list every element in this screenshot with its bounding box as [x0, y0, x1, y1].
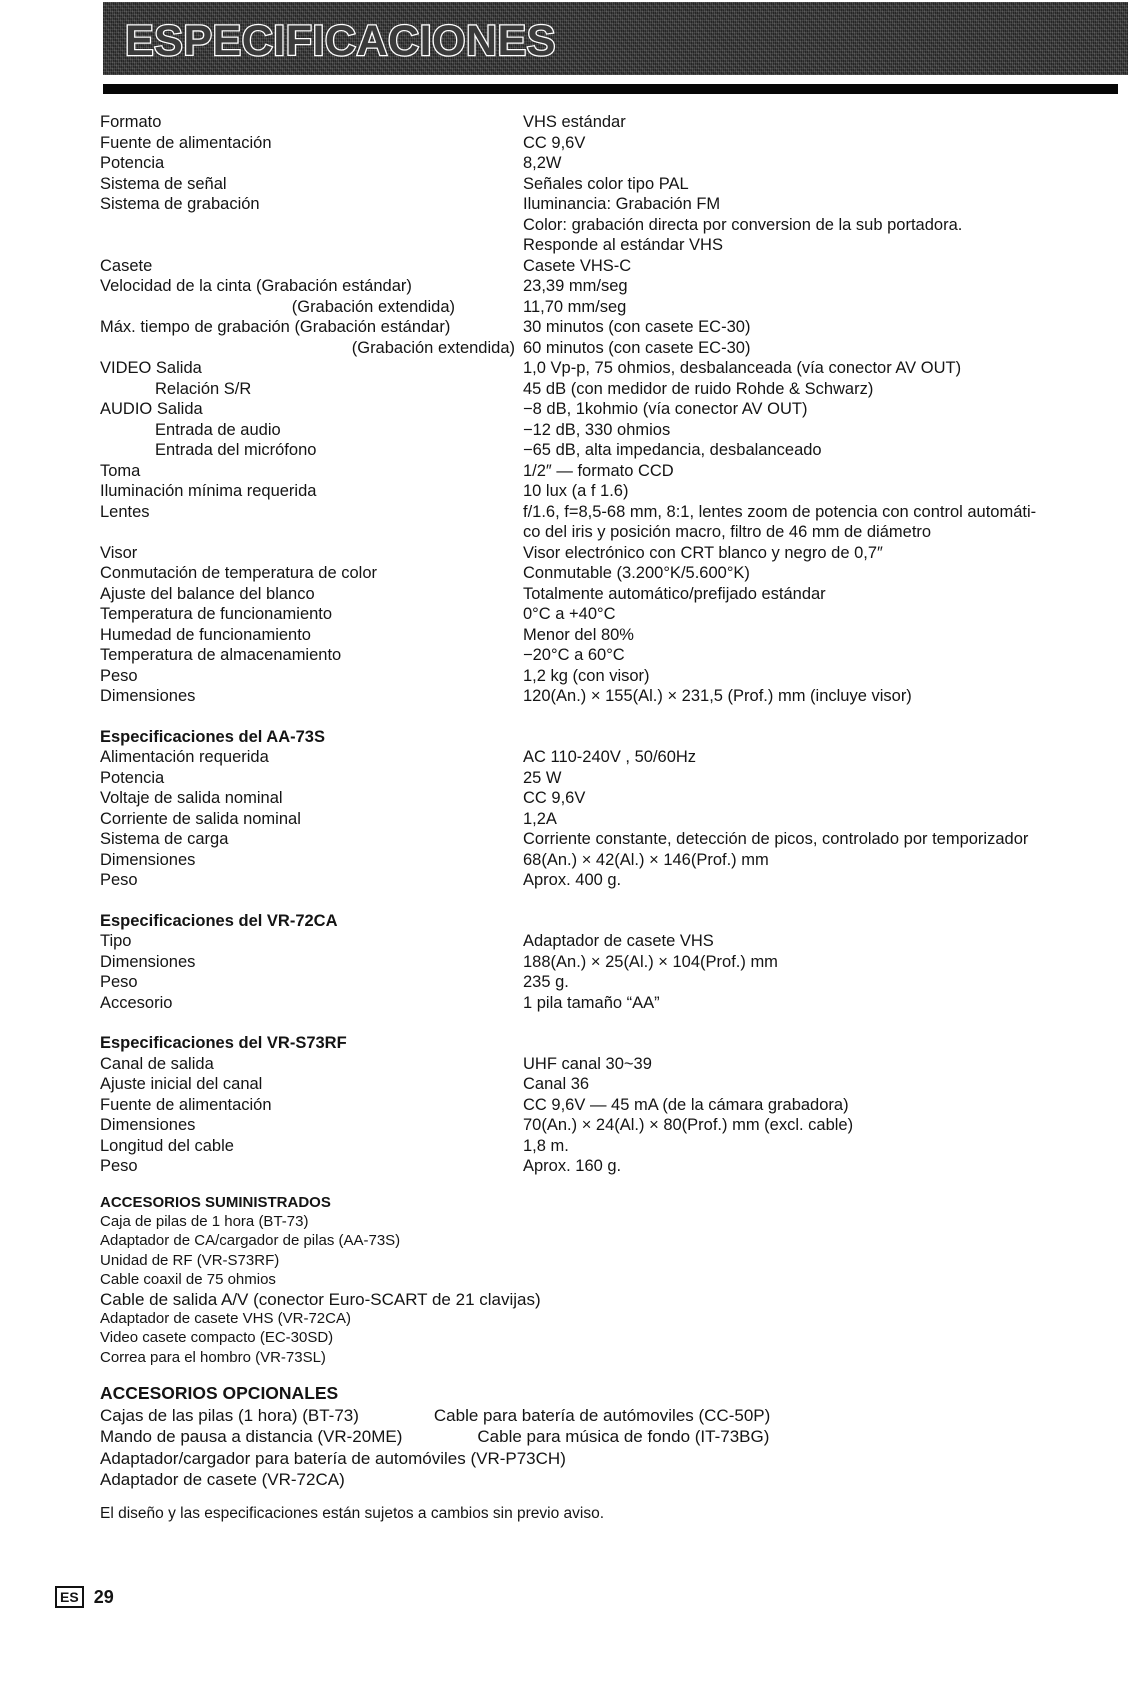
spec-value-line: 68(An.) × 42(Al.) × 146(Prof.) mm	[523, 850, 769, 869]
spec-row	[100, 133, 1110, 154]
spec-value-line: f/1.6, f=8,5-68 mm, 8:1, lentes zoom de potencia con control automáti-	[523, 502, 1037, 521]
spec-value	[523, 1136, 1110, 1157]
spec-row	[100, 1156, 1110, 1177]
spec-row	[100, 584, 1110, 605]
spec-value	[523, 931, 1110, 952]
spec-value-line: −65 dB, alta impedancia, desbalanceado	[523, 441, 822, 459]
spec-value	[523, 133, 1110, 154]
spec-label: Canal de salida	[100, 1054, 214, 1073]
section-title: Especificaciones del VR-S73RF	[100, 1034, 347, 1052]
spec-value-line: Adaptador de casete VHS	[523, 932, 714, 950]
spec-value-line: CC 9,6V	[523, 789, 586, 807]
spec-value-line: Aprox. 160 g.	[523, 1157, 622, 1175]
spec-row	[100, 666, 1110, 687]
spec-row	[100, 440, 1110, 461]
spec-label: Voltaje de salida nominal	[100, 789, 283, 807]
spec-value	[523, 1074, 1110, 1095]
footnote: El diseño y las especificaciones están sujetos a cambios sin previo aviso.	[100, 1504, 605, 1522]
spec-row	[100, 543, 1110, 564]
spec-row	[100, 194, 1110, 256]
spec-row	[100, 1115, 1110, 1136]
spec-row	[100, 625, 1110, 646]
spec-value-line: Responde al estándar VHS	[523, 236, 723, 254]
spec-value-line: 10 lux (a f 1.6)	[523, 482, 629, 500]
spec-value	[523, 829, 1110, 850]
spec-value	[523, 850, 1110, 871]
spec-row	[100, 256, 1110, 277]
title-banner	[103, 2, 1128, 75]
spec-value	[523, 379, 1110, 400]
spec-row	[100, 563, 1110, 584]
spec-value-line: AC 110-240V , 50/60Hz	[523, 748, 697, 766]
spec-value-line: 188(An.) × 25(Al.) × 104(Prof.) mm	[523, 952, 778, 971]
spec-section	[100, 112, 1110, 707]
spec-label: Dimensiones	[100, 1116, 196, 1134]
spec-value-line: UHF canal 30~39	[523, 1054, 652, 1073]
spec-value-line: Conmutable (3.200°K/5.600°K)	[523, 564, 750, 582]
spec-label: (Grabación extendida)	[291, 297, 455, 316]
spec-label: Formato	[100, 113, 162, 131]
spec-label: Peso	[100, 973, 138, 991]
spec-value-line: 45 dB (con medidor de ruido Rohde & Schwarz)	[523, 379, 874, 398]
spec-row	[100, 747, 1110, 768]
spec-label: Humedad de funcionamiento	[100, 625, 311, 644]
optional-accessories-section	[100, 1383, 1110, 1491]
spec-value-line: 1,2 kg (con visor)	[523, 666, 650, 685]
spec-section	[100, 1033, 1110, 1177]
spec-value-line: 1,0 Vp-p, 75 ohmios, desbalanceada (vía conector AV OUT)	[523, 359, 962, 377]
spec-value	[523, 788, 1110, 809]
spec-label: Casete	[100, 256, 153, 275]
spec-value-line: −8 dB, 1kohmio (vía conector AV OUT)	[523, 400, 808, 418]
accessory-item: Adaptador de casete VHS (VR-72CA)	[100, 1309, 351, 1327]
spec-row	[100, 174, 1110, 195]
spec-value	[523, 972, 1110, 993]
spec-value	[523, 1156, 1110, 1177]
spec-label: Tipo	[100, 932, 132, 950]
spec-value	[523, 809, 1110, 830]
spec-row	[100, 972, 1110, 993]
optional-accessories-title: ACCESORIOS OPCIONALES	[100, 1383, 339, 1404]
spec-value-line: Totalmente automático/prefijado estándar	[523, 584, 826, 603]
spec-row	[100, 850, 1110, 871]
optional-accessory-row	[100, 1426, 1110, 1448]
spec-value	[523, 870, 1110, 891]
spec-row	[100, 297, 1110, 318]
spec-value	[523, 112, 1110, 133]
spec-row	[100, 379, 1110, 400]
spec-value	[523, 993, 1110, 1014]
accessory-item: Caja de pilas de 1 hora (BT-73)	[100, 1212, 309, 1230]
spec-label: Ajuste del balance del blanco	[100, 584, 315, 603]
spec-value-line: −20°C a 60°C	[523, 646, 625, 664]
spec-row	[100, 358, 1110, 379]
page-title-graphic	[119, 7, 659, 71]
spec-value-line: −12 dB, 330 ohmios	[523, 420, 671, 439]
spec-value	[523, 153, 1110, 174]
spec-value	[523, 1095, 1110, 1116]
spec-value-line: Casete VHS-C	[523, 256, 632, 275]
spec-sections	[100, 112, 1110, 1177]
spec-label: Fuente de alimentación	[100, 1095, 272, 1114]
spec-value	[523, 502, 1110, 543]
spec-value-line: 1,2A	[523, 809, 557, 828]
spec-row	[100, 153, 1110, 174]
spec-value	[523, 543, 1110, 564]
spec-value	[523, 604, 1110, 625]
optional-accessory-row	[100, 1448, 1110, 1470]
spec-value	[523, 1054, 1110, 1075]
spec-label: (Grabación extendida)	[351, 338, 515, 357]
spec-value	[523, 317, 1110, 338]
optional-accessory-item: Cable para batería de autómoviles (CC-50P)	[433, 1405, 771, 1425]
spec-value	[523, 645, 1110, 666]
spec-value-line: 11,70 mm/seg	[523, 297, 627, 316]
spec-value	[523, 420, 1110, 441]
spec-value-line: Corriente constante, detección de picos, controlado por temporizador	[523, 830, 1029, 848]
spec-value	[523, 440, 1110, 461]
spec-row	[100, 338, 1110, 359]
spec-value	[523, 194, 1110, 256]
accessory-item: Video casete compacto (EC-30SD)	[100, 1329, 334, 1347]
spec-value-line: 23,39 mm/seg	[523, 277, 628, 295]
spec-row	[100, 502, 1110, 543]
page-number: 29	[93, 1586, 114, 1607]
spec-label: Entrada del micrófono	[155, 441, 317, 459]
optional-accessory-item: Cajas de las pilas (1 hora) (BT-73)	[100, 1405, 359, 1425]
spec-row	[100, 1095, 1110, 1116]
spec-row	[100, 829, 1110, 850]
spec-row	[100, 686, 1110, 707]
spec-value	[523, 625, 1110, 646]
spec-value	[523, 768, 1110, 789]
spec-value-line: 60 minutos (con casete EC-30)	[523, 338, 751, 357]
spec-label: Lentes	[100, 502, 150, 521]
supplied-accessories-title: ACCESORIOS SUMINISTRADOS	[100, 1193, 331, 1211]
spec-value-line: Color: grabación directa por conversion de la sub portadora.	[523, 215, 963, 234]
spec-label: Peso	[100, 1157, 138, 1175]
spec-value-line: Iluminancia: Grabación FM	[523, 195, 721, 213]
spec-row	[100, 809, 1110, 830]
optional-accessory-row	[100, 1469, 1110, 1491]
spec-label: Peso	[100, 871, 138, 889]
spec-label: Dimensiones	[100, 952, 196, 971]
accessory-item: Unidad de RF (VR-S73RF)	[100, 1251, 280, 1269]
spec-label: Máx. tiempo de grabación (Grabación estándar)	[100, 318, 451, 336]
spec-value-line: 25 W	[523, 768, 562, 787]
spec-content	[100, 112, 1110, 1524]
spec-label: Conmutación de temperatura de color	[100, 564, 377, 582]
spec-label: Sistema de señal	[100, 174, 227, 193]
language-badge: ES	[55, 1586, 84, 1608]
spec-value	[523, 174, 1110, 195]
spec-row	[100, 788, 1110, 809]
spec-label: Temperatura de funcionamiento	[100, 605, 333, 623]
spec-label: Entrada de audio	[155, 420, 281, 439]
spec-row	[100, 317, 1110, 338]
spec-value	[523, 563, 1110, 584]
spec-label: Sistema de grabación	[100, 195, 260, 213]
spec-value-line: Canal 36	[523, 1075, 590, 1093]
spec-row	[100, 1136, 1110, 1157]
spec-value	[523, 747, 1110, 768]
spec-row	[100, 1074, 1110, 1095]
supplied-accessories-section	[100, 1193, 1110, 1368]
spec-value-line: 1,8 m.	[523, 1136, 569, 1155]
section-title: Especificaciones del AA-73S	[100, 727, 325, 746]
supplied-accessories-list	[100, 1212, 1110, 1367]
spec-row	[100, 481, 1110, 502]
spec-label: Iluminación mínima requerida	[100, 482, 317, 500]
optional-accessory-item: Mando de pausa a distancia (VR-20ME)	[100, 1427, 403, 1447]
spec-label: Dimensiones	[100, 850, 196, 869]
spec-row	[100, 420, 1110, 441]
spec-value	[523, 666, 1110, 687]
spec-value-line: 30 minutos (con casete EC-30)	[523, 318, 751, 336]
optional-accessory-item: Cable para música de fondo (IT-73BG)	[477, 1427, 770, 1447]
spec-row	[100, 1054, 1110, 1075]
spec-value-line: Señales color tipo PAL	[523, 174, 689, 193]
spec-label: Peso	[100, 666, 138, 685]
spec-value-line: Menor del 80%	[523, 625, 634, 644]
spec-row	[100, 604, 1110, 625]
spec-label: Relación S/R	[155, 379, 252, 398]
spec-row	[100, 768, 1110, 789]
spec-section	[100, 911, 1110, 1014]
spec-value-line: 120(An.) × 155(Al.) × 231,5 (Prof.) mm (incluye visor)	[523, 687, 912, 705]
spec-value	[523, 297, 1110, 318]
spec-label: VIDEO Salida	[100, 359, 202, 377]
spec-label: Longitud del cable	[100, 1136, 234, 1155]
spec-value-line: 0°C a +40°C	[523, 605, 616, 623]
spec-label: Sistema de carga	[100, 830, 229, 848]
spec-value	[523, 276, 1110, 297]
spec-label: Dimensiones	[100, 687, 196, 705]
spec-row	[100, 931, 1110, 952]
spec-row	[100, 399, 1110, 420]
accessory-item: Cable de salida A/V (conector Euro-SCART de 21 clavijas)	[100, 1289, 541, 1309]
spec-value	[523, 481, 1110, 502]
page-title: ESPECIFICACIONES	[125, 16, 556, 65]
spec-value-line: 235 g.	[523, 973, 569, 991]
spec-value-line: co del iris y posición macro, filtro de 46 mm de diámetro	[523, 523, 932, 541]
spec-label: Accesorio	[100, 993, 173, 1012]
spec-value-line: 70(An.) × 24(Al.) × 80(Prof.) mm (excl. cable)	[523, 1116, 854, 1134]
spec-value	[523, 256, 1110, 277]
spec-section	[100, 727, 1110, 891]
accessory-item: Correa para el hombro (VR-73SL)	[100, 1348, 326, 1366]
spec-label: Toma	[100, 461, 141, 480]
spec-value	[523, 584, 1110, 605]
spec-label: Alimentación requerida	[100, 748, 269, 766]
spec-value-line: VHS estándar	[523, 113, 626, 131]
spec-value-line: 1/2″ — formato CCD	[523, 461, 674, 480]
spec-value	[523, 358, 1110, 379]
spec-value-line: CC 9,6V — 45 mA (de la cámara grabadora)	[523, 1095, 849, 1114]
spec-row	[100, 112, 1110, 133]
spec-value-line: 8,2W	[523, 154, 562, 172]
optional-accessory-row	[100, 1405, 1110, 1427]
section-title: Especificaciones del VR-72CA	[100, 911, 338, 930]
spec-row	[100, 461, 1110, 482]
spec-value	[523, 1115, 1110, 1136]
spec-label: Temperatura de almacenamiento	[100, 646, 342, 664]
spec-value	[523, 338, 1110, 359]
spec-value-line: Visor electrónico con CRT blanco y negro de 0,7″	[523, 543, 883, 562]
spec-label: Ajuste inicial del canal	[100, 1075, 263, 1093]
accessory-item: Cable coaxil de 75 ohmios	[100, 1271, 276, 1289]
spec-label: Potencia	[100, 768, 165, 787]
spec-value	[523, 952, 1110, 973]
accessory-item: Adaptador de CA/cargador de pilas (AA-73S)	[100, 1232, 401, 1250]
optional-accessory-item: Adaptador/cargador para batería de automóviles (VR-P73CH)	[100, 1448, 566, 1468]
spec-label: AUDIO Salida	[100, 400, 203, 418]
spec-label: Corriente de salida nominal	[100, 809, 301, 828]
spec-label: Visor	[100, 543, 138, 562]
spec-value	[523, 399, 1110, 420]
optional-accessories-list	[100, 1405, 1110, 1491]
optional-accessory-item: Adaptador de casete (VR-72CA)	[100, 1470, 345, 1490]
divider-rule	[103, 84, 1118, 94]
page-footer	[55, 1586, 114, 1608]
spec-row	[100, 645, 1110, 666]
spec-value-line: CC 9,6V	[523, 133, 586, 152]
spec-value-line: 1 pila tamaño “AA”	[523, 993, 660, 1012]
spec-label: Velocidad de la cinta (Grabación estándar)	[100, 277, 412, 295]
spec-row	[100, 870, 1110, 891]
spec-label: Fuente de alimentación	[100, 133, 272, 152]
spec-row	[100, 993, 1110, 1014]
spec-value	[523, 686, 1110, 707]
spec-row	[100, 276, 1110, 297]
spec-row	[100, 952, 1110, 973]
spec-label: Potencia	[100, 154, 165, 172]
spec-value-line: Aprox. 400 g.	[523, 871, 622, 889]
spec-value	[523, 461, 1110, 482]
